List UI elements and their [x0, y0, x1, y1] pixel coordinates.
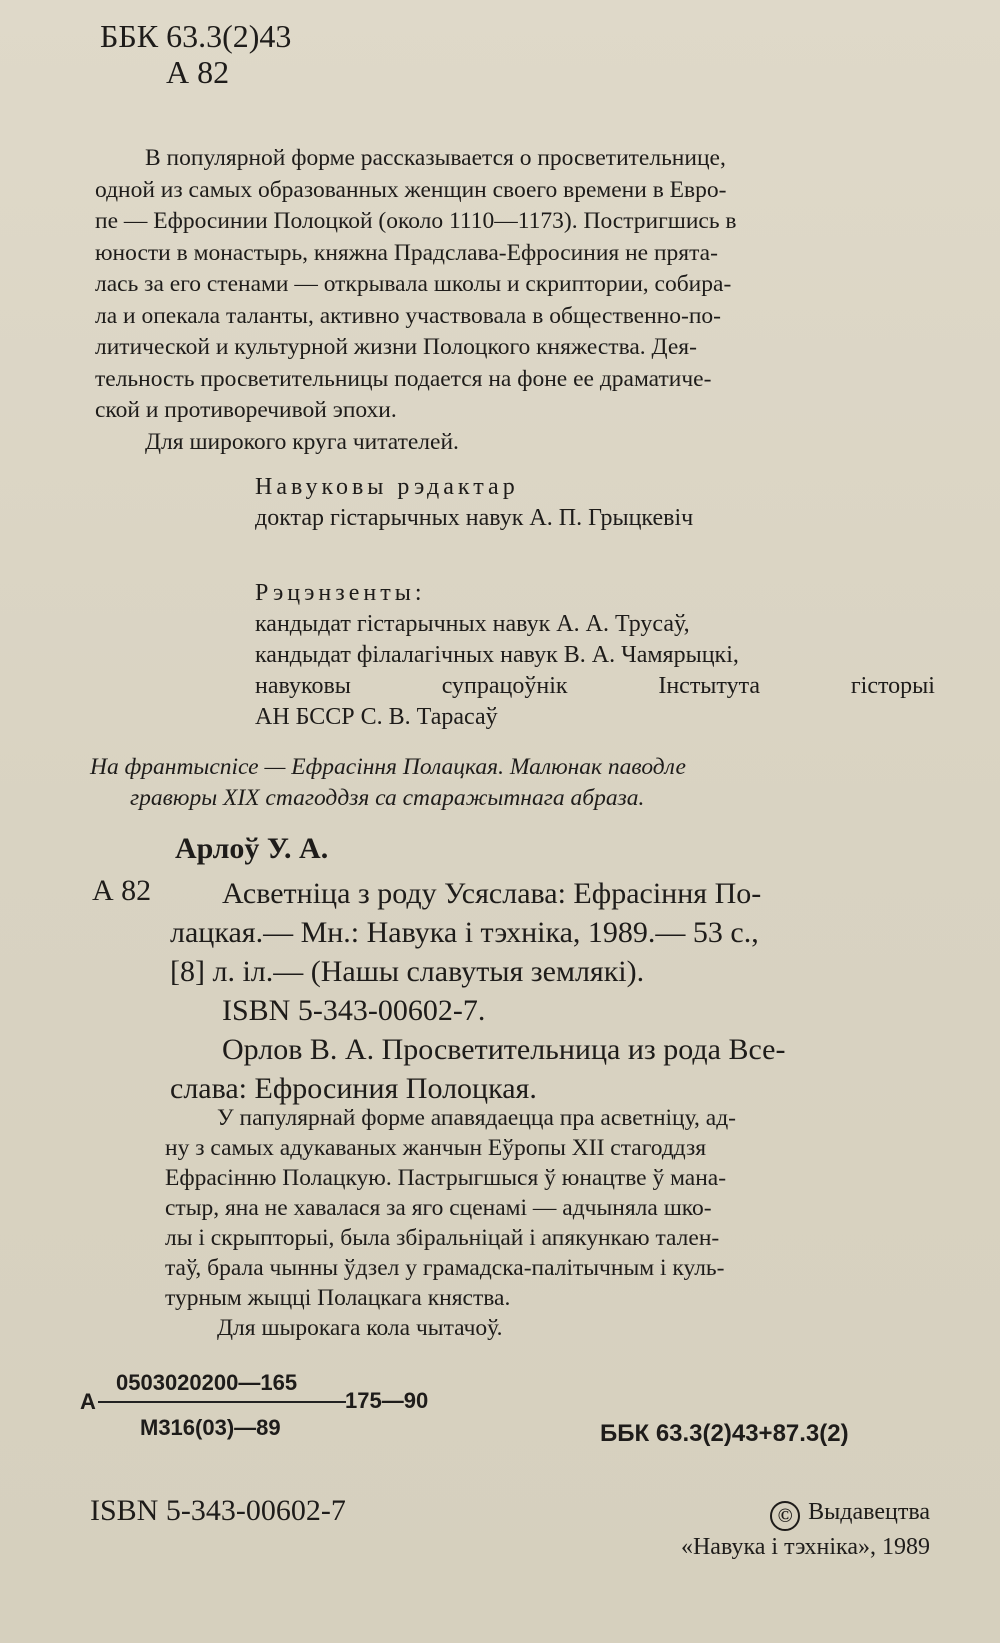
imprint-prefix: А — [80, 1389, 96, 1414]
imprint-numerator: 0503020200—165 — [116, 1370, 298, 1395]
author-sign-code: А 82 — [166, 54, 230, 90]
abstract-line: лы і скрыпторыі, была збіральніцай і апякункаю тален- — [165, 1225, 720, 1251]
editor-name: доктар гістарычных навук А. П. Грыцкевіч — [255, 505, 694, 531]
frontispiece-line: гравюры XIX стагоддзя са старажытнага абраза. — [130, 785, 645, 811]
reviewers-block — [255, 578, 935, 733]
abstract-line: стыр, яна не хавалася за яго сценамі — адчыняла шко- — [165, 1195, 712, 1221]
reviewer-line: кандыдат філалагічных навук В. А. Чамярыцкі, — [255, 642, 739, 668]
annotation-line: тельность просветительницы подается на фоне ее драматиче- — [95, 365, 712, 392]
reviewer-line: кандыдат гістарычных навук А. А. Трусаў, — [255, 611, 690, 637]
bbk-full: ББК 63.3(2)43+87.3(2) — [600, 1420, 849, 1447]
catalog-entry — [170, 874, 935, 1108]
abstract-line: таў, брала чынны ўдзел у грамадска-палітычным і куль- — [165, 1255, 725, 1281]
imprint-fraction-line — [98, 1401, 346, 1403]
imprint-price-code: 175—90 — [345, 1388, 429, 1413]
catalog-title-line: Асветніца з роду Усяслава: Ефрасіння По- — [222, 877, 762, 910]
annotation-line: пе — Ефросинии Полоцкой (около 1110—1173). Постригшись в — [95, 208, 737, 234]
bbk-header — [100, 18, 291, 90]
abstract-audience: Для шырокага кола чытачоў. — [217, 1315, 503, 1341]
annotation-line: ла и опекала таланты, активно участвовала в общественно-по- — [95, 302, 721, 329]
abstract-belarusian — [165, 1103, 935, 1343]
catalog-ru-title-line: слава: Ефросиния Полоцкая. — [170, 1072, 537, 1105]
annotation-line: ской и противоречивой эпохи. — [95, 397, 397, 423]
editor-label: Навуковы рэдактар — [255, 474, 519, 500]
frontispiece-note — [90, 752, 935, 814]
catalog-code: А 82 — [92, 874, 152, 907]
copyright-block — [600, 1496, 930, 1563]
imprint-denominator: М316(03)—89 — [140, 1415, 281, 1440]
annotation-line: литической и культурной жизни Полоцкого княжества. Дея- — [95, 334, 697, 360]
catalog-title-line: лацкая.— Мн.: Навука і тэхніка, 1989.— 53 с., — [170, 916, 759, 949]
catalog-title-line: [8] л. іл.— (Нашы славутыя землякі). — [170, 955, 645, 988]
annotation-line: юности в монастырь, княжна Прадслава-Ефросиния не прята- — [95, 239, 718, 266]
annotation-line: одной из самых образованных женщин своего времени в Евро- — [95, 176, 727, 203]
catalog-isbn: ISBN 5-343-00602-7. — [222, 994, 486, 1027]
annotation-audience: Для широкого круга читателей. — [145, 428, 459, 455]
abstract-line: Ефрасінню Полацкую. Пастрыгшыся ў юнацтве ў мана- — [165, 1165, 727, 1191]
abstract-line: турным жыцці Полацкага княства. — [165, 1285, 511, 1311]
reviewers-label: Рэцэнзенты: — [255, 580, 426, 606]
abstract-line: ну з самых адукаваных жанчын Еўропы XII стагоддзя — [165, 1135, 707, 1161]
annotation-line: лась за его стенами — открывала школы и скриптории, собира- — [95, 271, 732, 297]
frontispiece-line: На франтыспісе — Ефрасіння Полацкая. Малюнак паводле — [90, 754, 686, 780]
catalog-author: Арлоў У. А. — [175, 832, 329, 865]
isbn-bottom: ISBN 5-343-00602-7 — [90, 1494, 346, 1527]
copyright-line: © Выдавецтва — [600, 1496, 930, 1531]
editor-block — [255, 472, 693, 534]
catalog-ru-title-line: Орлов В. А. Просветительница из рода Все- — [222, 1033, 786, 1066]
publisher-line: «Навука і тэхніка», 1989 — [680, 1534, 930, 1560]
reviewer-line: АН БССР С. В. Тарасаў — [255, 704, 498, 730]
reviewer-line: навуковы супрацоўнік Інстытута гісторыі — [255, 673, 935, 699]
abstract-line: У папулярнай форме апавядаецца пра асветніцу, ад- — [217, 1105, 736, 1131]
bbk-code: ББК 63.3(2)43 — [100, 18, 292, 54]
annotation-russian — [95, 143, 935, 458]
annotation-line: В популярной форме рассказывается о просветительнице, — [145, 145, 726, 171]
copyright-icon: © — [770, 1501, 800, 1531]
